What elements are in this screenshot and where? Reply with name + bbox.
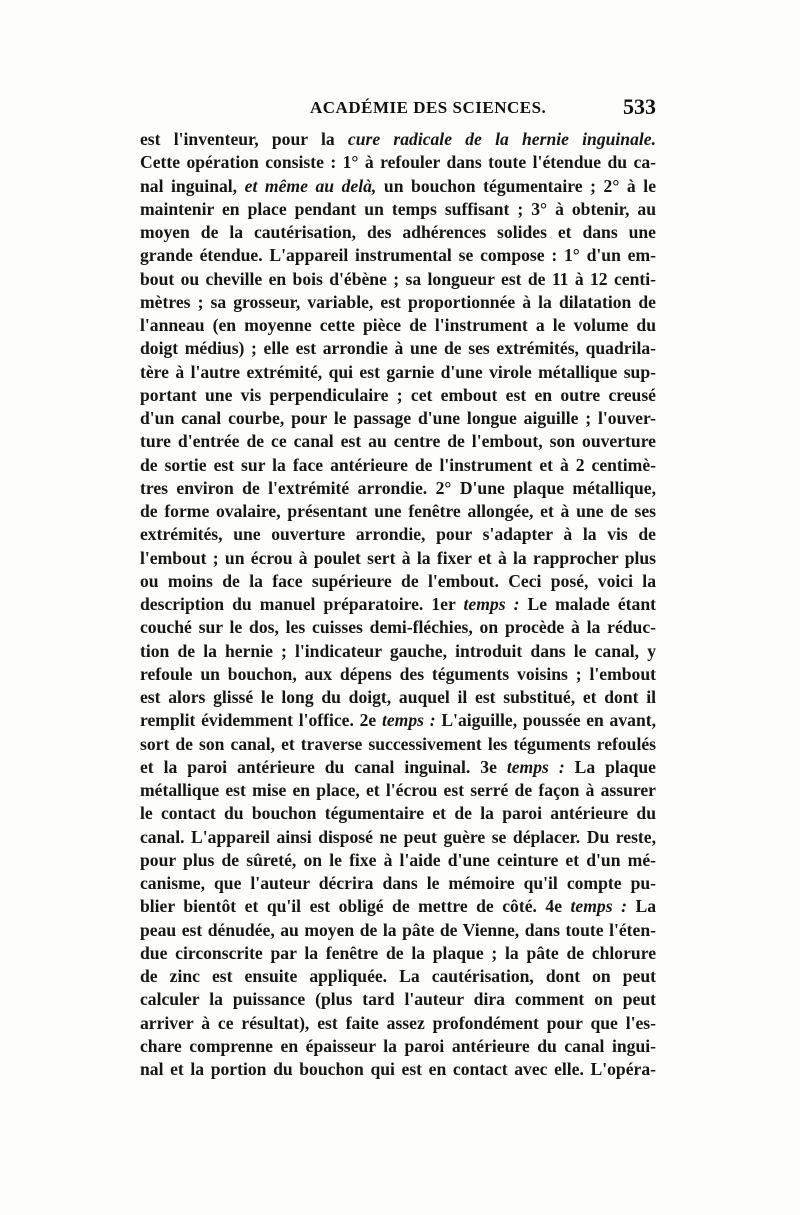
text-line — [140, 872, 656, 895]
text-line — [140, 151, 656, 174]
text-line — [140, 384, 656, 407]
text-line — [140, 407, 656, 430]
text-line — [140, 640, 656, 663]
text-line — [140, 802, 656, 825]
text-segment: canisme, que l'auteur décrira dans le mémoire qu'il compte pu- — [140, 873, 656, 893]
text-segment: tère à l'autre extrémité, qui est garnie d'une virole métallique sup- — [140, 361, 656, 382]
text-line — [140, 477, 656, 500]
text-line — [140, 454, 656, 477]
text-segment: ou moins de la face supérieure de l'embout. Ceci posé, voici la — [140, 570, 656, 591]
text-line — [140, 268, 656, 291]
body-text — [140, 128, 656, 1081]
running-head: ACADÉMIE DES SCIENCES. — [310, 98, 547, 117]
text-segment: tion de la hernie ; l'indicateur gauche, introduit dans le canal, y — [140, 640, 656, 661]
italic-text-segment: cure radicale de la hernie inguinale. — [347, 129, 656, 149]
text-segment: maintenir en place pendant un temps suffisant ; 3° à obtenir, au — [140, 198, 656, 219]
text-segment: blier bientôt et qu'il est obligé de mettre de côté. 4e — [140, 896, 571, 917]
italic-text-segment: et même au delà, — [244, 175, 377, 196]
text-line — [140, 919, 656, 942]
text-segment: L'aiguille, poussée en avant, — [435, 710, 656, 731]
text-segment: couché sur le dos, les cuisses demi-fléchies, on procède à la réduc- — [140, 617, 656, 638]
text-segment: doigt médius) ; elle est arrondie à une de ses extrémités, quadrila- — [140, 338, 656, 359]
text-line — [140, 826, 656, 849]
text-segment: refoule un bouchon, aux dépens des téguments voisins ; l'embout — [140, 663, 656, 684]
text-segment: portant une vis perpendiculaire ; cet embout est en outre creusé — [140, 384, 656, 405]
text-segment: l'anneau (en moyenne cette pièce de l'instrument a le volume du — [140, 315, 656, 335]
text-line — [140, 361, 656, 384]
text-segment: due circonscrite par la fenêtre de la plaque ; la pâte de chlorure — [140, 942, 656, 963]
italic-text-segment: temps : — [570, 896, 627, 917]
text-segment: canal. L'appareil ainsi disposé ne peut guère se déplacer. Du reste, — [140, 826, 656, 847]
text-segment: de zinc est ensuite appliquée. La cautérisation, dont on peut — [140, 966, 656, 986]
text-line — [140, 942, 656, 965]
text-line — [140, 756, 656, 779]
text-segment: pour plus de sûreté, on le fixe à l'aide d'une ceinture et d'un mé- — [140, 849, 656, 870]
text-line — [140, 198, 656, 221]
text-segment: métallique est mise en place, et l'écrou est serré de façon à assurer — [140, 780, 656, 800]
text-line — [140, 1012, 656, 1035]
text-segment: est alors glissé le long du doigt, auquel il est substitué, et dont il — [140, 687, 656, 707]
text-segment: de forme ovalaire, présentant une fenêtre allongée, et à une de ses — [140, 501, 656, 521]
text-segment: Cette opération consiste : 1° à refouler dans toute l'étendue du ca- — [140, 152, 656, 173]
text-segment: l'embout ; un écrou à poulet sert à la fixer et à la rapprocher plus — [140, 547, 656, 568]
text-segment: peau est dénudée, au moyen de la pâte de Vienne, dans toute l'éten- — [140, 919, 656, 940]
text-line — [140, 1035, 656, 1058]
text-line — [140, 616, 656, 639]
text-segment: est l'inventeur, pour la — [140, 129, 348, 149]
text-segment: remplit évidemment l'office. 2e — [140, 710, 382, 731]
text-line — [140, 849, 656, 872]
text-segment: mètres ; sa grosseur, variable, est proportionnée à la dilatation de — [140, 291, 656, 312]
italic-text-segment: temps : — [506, 756, 565, 777]
text-line — [140, 570, 656, 593]
italic-text-segment: temps : — [463, 594, 520, 614]
page-header — [140, 94, 656, 128]
text-segment: calculer la puissance (plus tard l'auteur dira comment on peut — [140, 989, 656, 1010]
text-segment: grande étendue. L'appareil instrumental se compose : 1° d'un em- — [140, 245, 656, 266]
text-line — [140, 337, 656, 360]
text-segment: La plaque — [564, 756, 656, 777]
text-segment: sort de son canal, et traverse successivement les téguments refoulés — [140, 733, 656, 754]
text-line — [140, 523, 656, 546]
text-segment: le contact du bouchon tégumentaire et de la paroi antérieure du — [140, 803, 656, 824]
text-line — [140, 430, 656, 453]
text-segment: nal inguinal, — [140, 175, 245, 196]
text-line — [140, 244, 656, 267]
text-segment: un bouchon tégumentaire ; 2° à le — [376, 175, 656, 196]
text-segment: Le malade étant — [519, 594, 656, 614]
text-segment: La — [626, 896, 656, 917]
text-line — [140, 686, 656, 709]
text-line — [140, 663, 656, 686]
text-segment: bout ou cheville en bois d'ébène ; sa longueur est de 11 à 12 centi- — [140, 268, 656, 289]
text-line — [140, 128, 656, 151]
text-line — [140, 965, 656, 988]
text-segment: tres environ de l'extrémité arrondie. 2° D'une plaque métallique, — [140, 477, 656, 498]
text-line — [140, 221, 656, 244]
text-segment: et la paroi antérieure du canal inguinal. 3e — [140, 756, 507, 777]
text-line — [140, 593, 656, 616]
text-line — [140, 1058, 656, 1081]
text-segment: arriver à ce résultat), est faite assez profondément pour que l'es- — [140, 1012, 656, 1033]
italic-text-segment: temps : — [381, 710, 436, 731]
text-segment: nal et la portion du bouchon qui est en contact avec elle. L'opéra- — [140, 1059, 656, 1079]
text-line — [140, 895, 656, 918]
text-segment: moyen de la cautérisation, des adhérences solides et dans une — [140, 222, 656, 242]
text-line — [140, 547, 656, 570]
text-segment: de sortie est sur la face antérieure de l'instrument et à 2 centimè- — [140, 454, 656, 475]
text-line — [140, 314, 656, 337]
text-line — [140, 733, 656, 756]
text-segment: extrémités, une ouverture arrondie, pour s'adapter à la vis de — [140, 524, 656, 545]
text-segment: chare comprenne en épaisseur la paroi antérieure du canal ingui- — [140, 1035, 656, 1056]
text-segment: ture d'entrée de ce canal est au centre de l'embout, son ouverture — [140, 431, 656, 452]
text-segment: d'un canal courbe, pour le passage d'une longue aiguille ; l'ouver- — [140, 408, 656, 428]
text-line — [140, 988, 656, 1011]
text-line — [140, 291, 656, 314]
text-line — [140, 709, 656, 732]
text-segment: description du manuel préparatoire. 1er — [140, 594, 464, 614]
text-line — [140, 779, 656, 802]
text-line — [140, 500, 656, 523]
text-line — [140, 175, 656, 198]
page-number: 533 — [623, 94, 656, 119]
